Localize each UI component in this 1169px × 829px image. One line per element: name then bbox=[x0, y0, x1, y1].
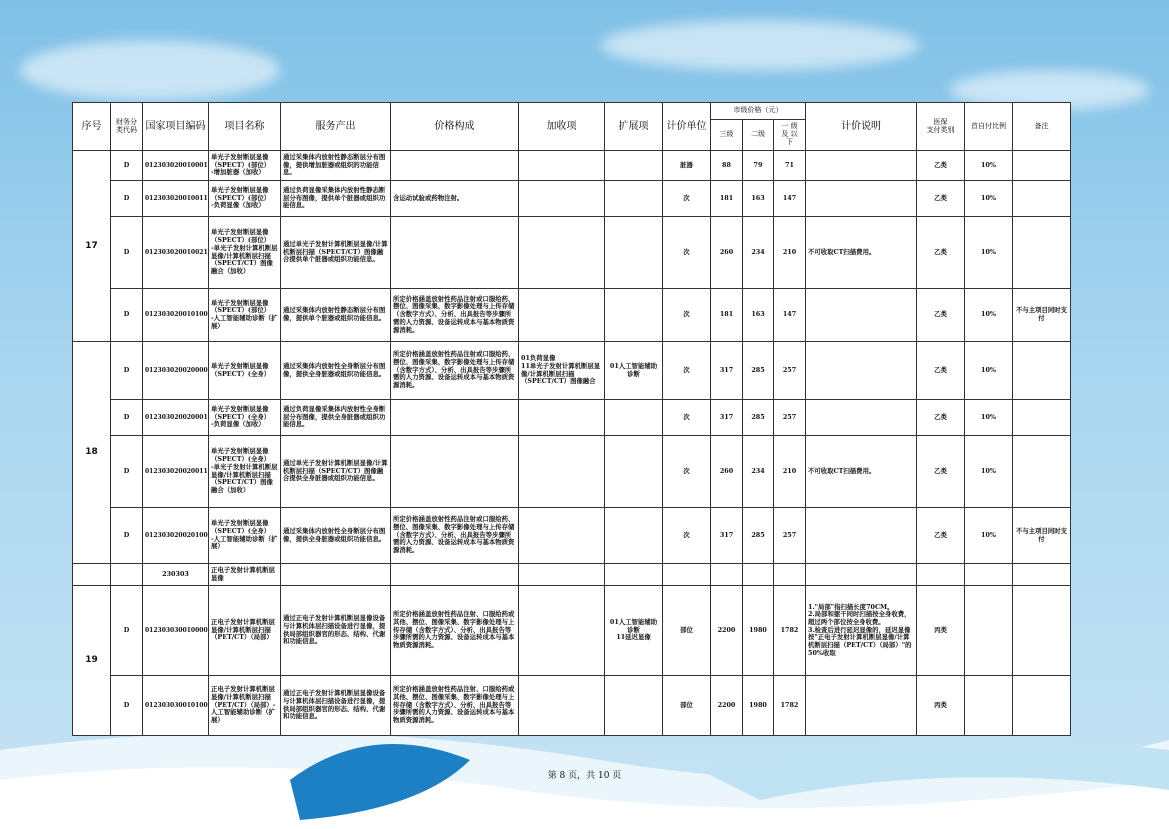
price-level1-cell: 210 bbox=[774, 217, 806, 289]
national-code-cell: 012303020010021 bbox=[143, 217, 209, 289]
national-code-cell: 012303020010100 bbox=[143, 289, 209, 342]
section-name-cell: 正电子发射计算机断层显像 bbox=[209, 564, 281, 586]
header-remark: 备注 bbox=[1013, 103, 1071, 151]
insurance-category-cell: 乙类 bbox=[917, 342, 965, 400]
empty-cell bbox=[281, 564, 391, 586]
fin-code-cell: D bbox=[111, 342, 143, 400]
remark-cell: 不与主项目同时支付 bbox=[1013, 289, 1071, 342]
item-name-cell: 单光子发射断层显像（SPECT）(部位） -人工智能辅助诊断（扩展） bbox=[209, 289, 281, 342]
remark-cell bbox=[1013, 400, 1071, 436]
price-composition-cell bbox=[391, 400, 519, 436]
item-name-cell: 单光子发射断层显像（SPECT）(全身） -负荷显像（加收） bbox=[209, 400, 281, 436]
extension-cell: 01人工智能辅助诊断 11延迟显像 bbox=[605, 586, 663, 676]
extension-cell bbox=[605, 676, 663, 736]
price-level2-cell: 163 bbox=[743, 181, 774, 217]
insurance-category-cell: 乙类 bbox=[917, 151, 965, 181]
extension-cell: 01人工智能辅助诊断 bbox=[605, 342, 663, 400]
price-level1-cell: 1782 bbox=[774, 676, 806, 736]
self-pay-cell: 10% bbox=[965, 289, 1013, 342]
pricing-note-cell bbox=[806, 508, 917, 564]
price-level3-cell: 88 bbox=[711, 151, 743, 181]
empty-cell bbox=[917, 564, 965, 586]
header-price-composition: 价格构成 bbox=[391, 103, 519, 151]
empty-cell bbox=[1013, 564, 1071, 586]
header-insurance-category: 医保 支付类别 bbox=[917, 103, 965, 151]
page-number-footer: 第 8 页，共 10 页 bbox=[547, 771, 622, 781]
price-level3-cell: 260 bbox=[711, 436, 743, 508]
table-row bbox=[73, 676, 1071, 736]
price-level3-cell: 317 bbox=[711, 508, 743, 564]
service-output-cell: 通过单光子发射计算机断层显像/计算机断层扫描（SPECT/CT）图像融合提供全身脏器或组织功能信息。 bbox=[281, 436, 391, 508]
pricing-note-cell: 不可收取CT扫描费用。 bbox=[806, 217, 917, 289]
price-level2-cell: 234 bbox=[743, 217, 774, 289]
table-row bbox=[73, 400, 1071, 436]
item-name-cell: 单光子发射断层显像（SPECT）(部位） -负荷显像（加收） bbox=[209, 181, 281, 217]
empty-cell bbox=[73, 564, 111, 586]
price-composition-cell bbox=[391, 217, 519, 289]
pricing-note-cell bbox=[806, 151, 917, 181]
price-level3-cell: 317 bbox=[711, 342, 743, 400]
surcharge-cell bbox=[519, 508, 605, 564]
header-level3: 三级 bbox=[711, 120, 743, 151]
empty-cell bbox=[965, 564, 1013, 586]
section-code-cell: 230303 bbox=[143, 564, 209, 586]
header-fin-code: 财务分类代码 bbox=[111, 103, 143, 151]
unit-cell: 次 bbox=[663, 508, 711, 564]
item-name-cell: 单光子发射断层显像（SPECT）(部位） -增加脏器（加收） bbox=[209, 151, 281, 181]
unit-cell: 次 bbox=[663, 289, 711, 342]
empty-cell bbox=[806, 564, 917, 586]
item-name-cell: 正电子发射计算机断层显像/计算机断层扫描（PET/CT）（局部）-人工智能辅助诊断（扩展） bbox=[209, 676, 281, 736]
service-output-cell: 通过负荷显像采集体内放射性静态断层分布图像，提供单个脏器或组织功能信息。 bbox=[281, 181, 391, 217]
service-output-cell: 通过采集体内放射性静态断层分布图像，提供单个脏器或组织功能信息。 bbox=[281, 289, 391, 342]
pricing-note-cell bbox=[806, 181, 917, 217]
insurance-category-cell: 乙类 bbox=[917, 181, 965, 217]
surcharge-cell bbox=[519, 676, 605, 736]
header-level2: 二级 bbox=[743, 120, 774, 151]
fin-code-cell: D bbox=[111, 400, 143, 436]
insurance-category-cell: 乙类 bbox=[917, 400, 965, 436]
price-composition-cell: 所定价格涵盖放射性药品注射、口服给药或其他、摆位、图像采集、数字影像处理与上传存储（含数字方式）、分析、出具报告等步骤所需的人力资源、设备运转成本与基本物质资源消耗。 bbox=[391, 676, 519, 736]
surcharge-cell bbox=[519, 151, 605, 181]
unit-cell: 次 bbox=[663, 181, 711, 217]
empty-cell bbox=[743, 564, 774, 586]
price-level3-cell: 2200 bbox=[711, 676, 743, 736]
item-name-cell: 单光子发射断层显像（SPECT）(全身） -人工智能辅助诊断（扩展） bbox=[209, 508, 281, 564]
fin-code-cell: D bbox=[111, 289, 143, 342]
header-pricing-note: 计价说明 bbox=[806, 103, 917, 151]
service-output-cell: 通过负荷显像采集体内放射性全身断层分布图像，提供全身脏器或组织功能信息。 bbox=[281, 400, 391, 436]
price-composition-cell: 所定价格涵盖放射性药品注射或口服给药、摆位、图像采集、数字影像处理与上传存储（含数字方式）、分析、出具报告等步骤所需的人力资源、设备运转成本与基本物质资源消耗。 bbox=[391, 508, 519, 564]
unit-cell: 次 bbox=[663, 400, 711, 436]
unit-cell: 次 bbox=[663, 436, 711, 508]
header-item-name: 项目名称 bbox=[209, 103, 281, 151]
remark-cell: 不与主项目同时支付 bbox=[1013, 508, 1071, 564]
table-row bbox=[73, 217, 1071, 289]
fin-code-cell: D bbox=[111, 586, 143, 676]
pricing-note-cell bbox=[806, 676, 917, 736]
service-output-cell: 通过正电子发射计算机断层显像设备与计算机体层扫描设备进行显像，提供局部组织器官的形态、结构、代谢和功能信息。 bbox=[281, 586, 391, 676]
self-pay-cell: 10% bbox=[965, 436, 1013, 508]
surcharge-cell: 01负荷显像 11单光子发射计算机断层显像/计算机断层扫描（SPECT/CT）图像融合 bbox=[519, 342, 605, 400]
remark-cell bbox=[1013, 151, 1071, 181]
insurance-category-cell: 丙类 bbox=[917, 586, 965, 676]
header-surcharge: 加收项 bbox=[519, 103, 605, 151]
price-composition-cell bbox=[391, 151, 519, 181]
unit-cell: 部位 bbox=[663, 586, 711, 676]
price-level2-cell: 234 bbox=[743, 436, 774, 508]
insurance-category-cell: 乙类 bbox=[917, 508, 965, 564]
self-pay-cell: 10% bbox=[965, 181, 1013, 217]
header-service-output: 服务产出 bbox=[281, 103, 391, 151]
insurance-category-cell: 乙类 bbox=[917, 217, 965, 289]
national-code-cell: 012303020020100 bbox=[143, 508, 209, 564]
pricing-note-cell bbox=[806, 400, 917, 436]
self-pay-cell bbox=[965, 676, 1013, 736]
fin-code-cell: D bbox=[111, 217, 143, 289]
surcharge-cell bbox=[519, 289, 605, 342]
price-composition-cell: 含运动试验或药物注射。 bbox=[391, 181, 519, 217]
remark-cell bbox=[1013, 217, 1071, 289]
header-extension: 扩展项 bbox=[605, 103, 663, 151]
table-row bbox=[73, 436, 1071, 508]
price-composition-cell: 所定价格涵盖放射性药品注射或口服给药、摆位、图像采集、数字影像处理与上传存储（含数字方式）、分析、出具报告等步骤所需的人力资源、设备运转成本与基本物质资源消耗。 bbox=[391, 289, 519, 342]
remark-cell bbox=[1013, 181, 1071, 217]
header-unit: 计价单位 bbox=[663, 103, 711, 151]
national-code-cell: 012303030010100 bbox=[143, 676, 209, 736]
self-pay-cell: 10% bbox=[965, 400, 1013, 436]
item-name-cell: 正电子发射计算机断层显像/计算机断层扫描（PET/CT）（局部） bbox=[209, 586, 281, 676]
empty-cell bbox=[663, 564, 711, 586]
service-output-cell: 通过采集体内放射性全身断层分布图像，提供全身脏器或组织功能信息。 bbox=[281, 342, 391, 400]
price-level2-cell: 79 bbox=[743, 151, 774, 181]
service-output-cell: 通过正电子发射计算机断层显像设备与计算机体层扫描设备进行显像，提供局部组织器官的形态、结构、代谢和功能信息。 bbox=[281, 676, 391, 736]
remark-cell bbox=[1013, 676, 1071, 736]
pricing-note-cell bbox=[806, 342, 917, 400]
surcharge-cell bbox=[519, 217, 605, 289]
price-level1-cell: 147 bbox=[774, 181, 806, 217]
price-level1-cell: 257 bbox=[774, 508, 806, 564]
seq-cell: 17 bbox=[73, 151, 111, 342]
extension-cell bbox=[605, 181, 663, 217]
pricing-note-cell: 不可收取CT扫描费用。 bbox=[806, 436, 917, 508]
insurance-category-cell: 乙类 bbox=[917, 289, 965, 342]
price-level1-cell: 71 bbox=[774, 151, 806, 181]
surcharge-cell bbox=[519, 400, 605, 436]
service-output-cell: 通过采集体内放射性静态断层分布图像，提供增加脏器或组织的功能信息。 bbox=[281, 151, 391, 181]
seq-cell: 18 bbox=[73, 342, 111, 564]
price-level2-cell: 1980 bbox=[743, 676, 774, 736]
empty-cell bbox=[774, 564, 806, 586]
empty-cell bbox=[605, 564, 663, 586]
empty-cell bbox=[519, 564, 605, 586]
unit-cell: 部位 bbox=[663, 676, 711, 736]
national-code-cell: 012303020020011 bbox=[143, 436, 209, 508]
price-level3-cell: 181 bbox=[711, 181, 743, 217]
price-level1-cell: 147 bbox=[774, 289, 806, 342]
price-level2-cell: 285 bbox=[743, 508, 774, 564]
self-pay-cell: 10% bbox=[965, 508, 1013, 564]
remark-cell bbox=[1013, 436, 1071, 508]
remark-cell bbox=[1013, 342, 1071, 400]
national-code-cell: 012303020010011 bbox=[143, 181, 209, 217]
fin-code-cell: D bbox=[111, 508, 143, 564]
table-row bbox=[73, 151, 1071, 181]
price-level2-cell: 1980 bbox=[743, 586, 774, 676]
price-level1-cell: 257 bbox=[774, 400, 806, 436]
self-pay-cell: 10% bbox=[965, 151, 1013, 181]
item-name-cell: 单光子发射断层显像（SPECT）(全身） -单光子发射计算机断层显像/计算机断层扫描（SPECT/CT）图像融合（加收） bbox=[209, 436, 281, 508]
remark-cell bbox=[1013, 586, 1071, 676]
price-level3-cell: 2200 bbox=[711, 586, 743, 676]
price-level2-cell: 285 bbox=[743, 400, 774, 436]
service-output-cell: 通过采集体内放射性全身断层分布图像，提供全身脏器或组织功能信息。 bbox=[281, 508, 391, 564]
national-code-cell: 012303020020001 bbox=[143, 400, 209, 436]
extension-cell bbox=[605, 508, 663, 564]
national-code-cell: 012303020010001 bbox=[143, 151, 209, 181]
price-level2-cell: 285 bbox=[743, 342, 774, 400]
national-code-cell: 012303020020000 bbox=[143, 342, 209, 400]
price-level3-cell: 181 bbox=[711, 289, 743, 342]
surcharge-cell bbox=[519, 436, 605, 508]
insurance-category-cell: 丙类 bbox=[917, 676, 965, 736]
header-market-price: 市级价格（元） bbox=[711, 103, 806, 120]
self-pay-cell: 10% bbox=[965, 217, 1013, 289]
pricing-note-cell: 1."局部"指扫描长度70CM。 2.局部和躯干同时扫描按全身收费，超过两个部位按全身收费。 3.检查后进行延迟显像的，延迟显像按"正电子发射计算机断层显像/计算机断层扫描（PET/CT）（局部）"的50%收取 bbox=[806, 586, 917, 676]
surcharge-cell bbox=[519, 586, 605, 676]
table-row bbox=[73, 342, 1071, 400]
insurance-category-cell: 乙类 bbox=[917, 436, 965, 508]
extension-cell bbox=[605, 289, 663, 342]
empty-cell bbox=[111, 564, 143, 586]
price-level3-cell: 317 bbox=[711, 400, 743, 436]
seq-cell: 19 bbox=[73, 586, 111, 736]
header-level1: 一 级 及 以 下 bbox=[774, 120, 806, 151]
fin-code-cell: D bbox=[111, 181, 143, 217]
table-row bbox=[73, 289, 1071, 342]
surcharge-cell bbox=[519, 181, 605, 217]
fin-code-cell: D bbox=[111, 151, 143, 181]
price-composition-cell: 所定价格涵盖放射性药品注射或口服给药、摆位、图像采集、数字影像处理与上传存储（含数字方式）、分析、出具报告等步骤所需的人力资源、设备运转成本与基本物质资源消耗。 bbox=[391, 342, 519, 400]
unit-cell: 次 bbox=[663, 342, 711, 400]
header-self-pay: 首自付比例 bbox=[965, 103, 1013, 151]
empty-cell bbox=[711, 564, 743, 586]
price-level1-cell: 210 bbox=[774, 436, 806, 508]
extension-cell bbox=[605, 217, 663, 289]
header-national-code: 国家项目编码 bbox=[143, 103, 209, 151]
pricing-note-cell bbox=[806, 289, 917, 342]
price-table bbox=[72, 102, 1071, 736]
item-name-cell: 单光子发射断层显像（SPECT）(全身） bbox=[209, 342, 281, 400]
price-level2-cell: 163 bbox=[743, 289, 774, 342]
national-code-cell: 012303030010000 bbox=[143, 586, 209, 676]
self-pay-cell: 10% bbox=[965, 342, 1013, 400]
fin-code-cell: D bbox=[111, 676, 143, 736]
service-output-cell: 通过单光子发射计算机断层显像/计算机断层扫描（SPECT/CT）图像融合提供单个脏器或组织功能信息。 bbox=[281, 217, 391, 289]
price-table-page bbox=[72, 102, 1070, 736]
unit-cell: 脏器 bbox=[663, 151, 711, 181]
section-row bbox=[73, 564, 1071, 586]
price-composition-cell bbox=[391, 436, 519, 508]
empty-cell bbox=[391, 564, 519, 586]
fin-code-cell: D bbox=[111, 436, 143, 508]
unit-cell: 次 bbox=[663, 217, 711, 289]
price-level1-cell: 257 bbox=[774, 342, 806, 400]
extension-cell bbox=[605, 436, 663, 508]
table-row bbox=[73, 586, 1071, 676]
item-name-cell: 单光子发射断层显像（SPECT）(部位） -单光子发射计算机断层显像/计算机断层扫描（SPECT/CT）图像融合（加收） bbox=[209, 217, 281, 289]
extension-cell bbox=[605, 151, 663, 181]
price-level1-cell: 1782 bbox=[774, 586, 806, 676]
price-composition-cell: 所定价格涵盖放射性药品注射、口服给药或其他、摆位、图像采集、数字影像处理与上传存储（含数字方式）、分析、出具报告等步骤所需的人力资源、设备运转成本与基本物质资源消耗。 bbox=[391, 586, 519, 676]
header-seq: 序号 bbox=[73, 103, 111, 151]
extension-cell bbox=[605, 400, 663, 436]
table-row bbox=[73, 508, 1071, 564]
self-pay-cell bbox=[965, 586, 1013, 676]
table-row bbox=[73, 181, 1071, 217]
price-level3-cell: 260 bbox=[711, 217, 743, 289]
